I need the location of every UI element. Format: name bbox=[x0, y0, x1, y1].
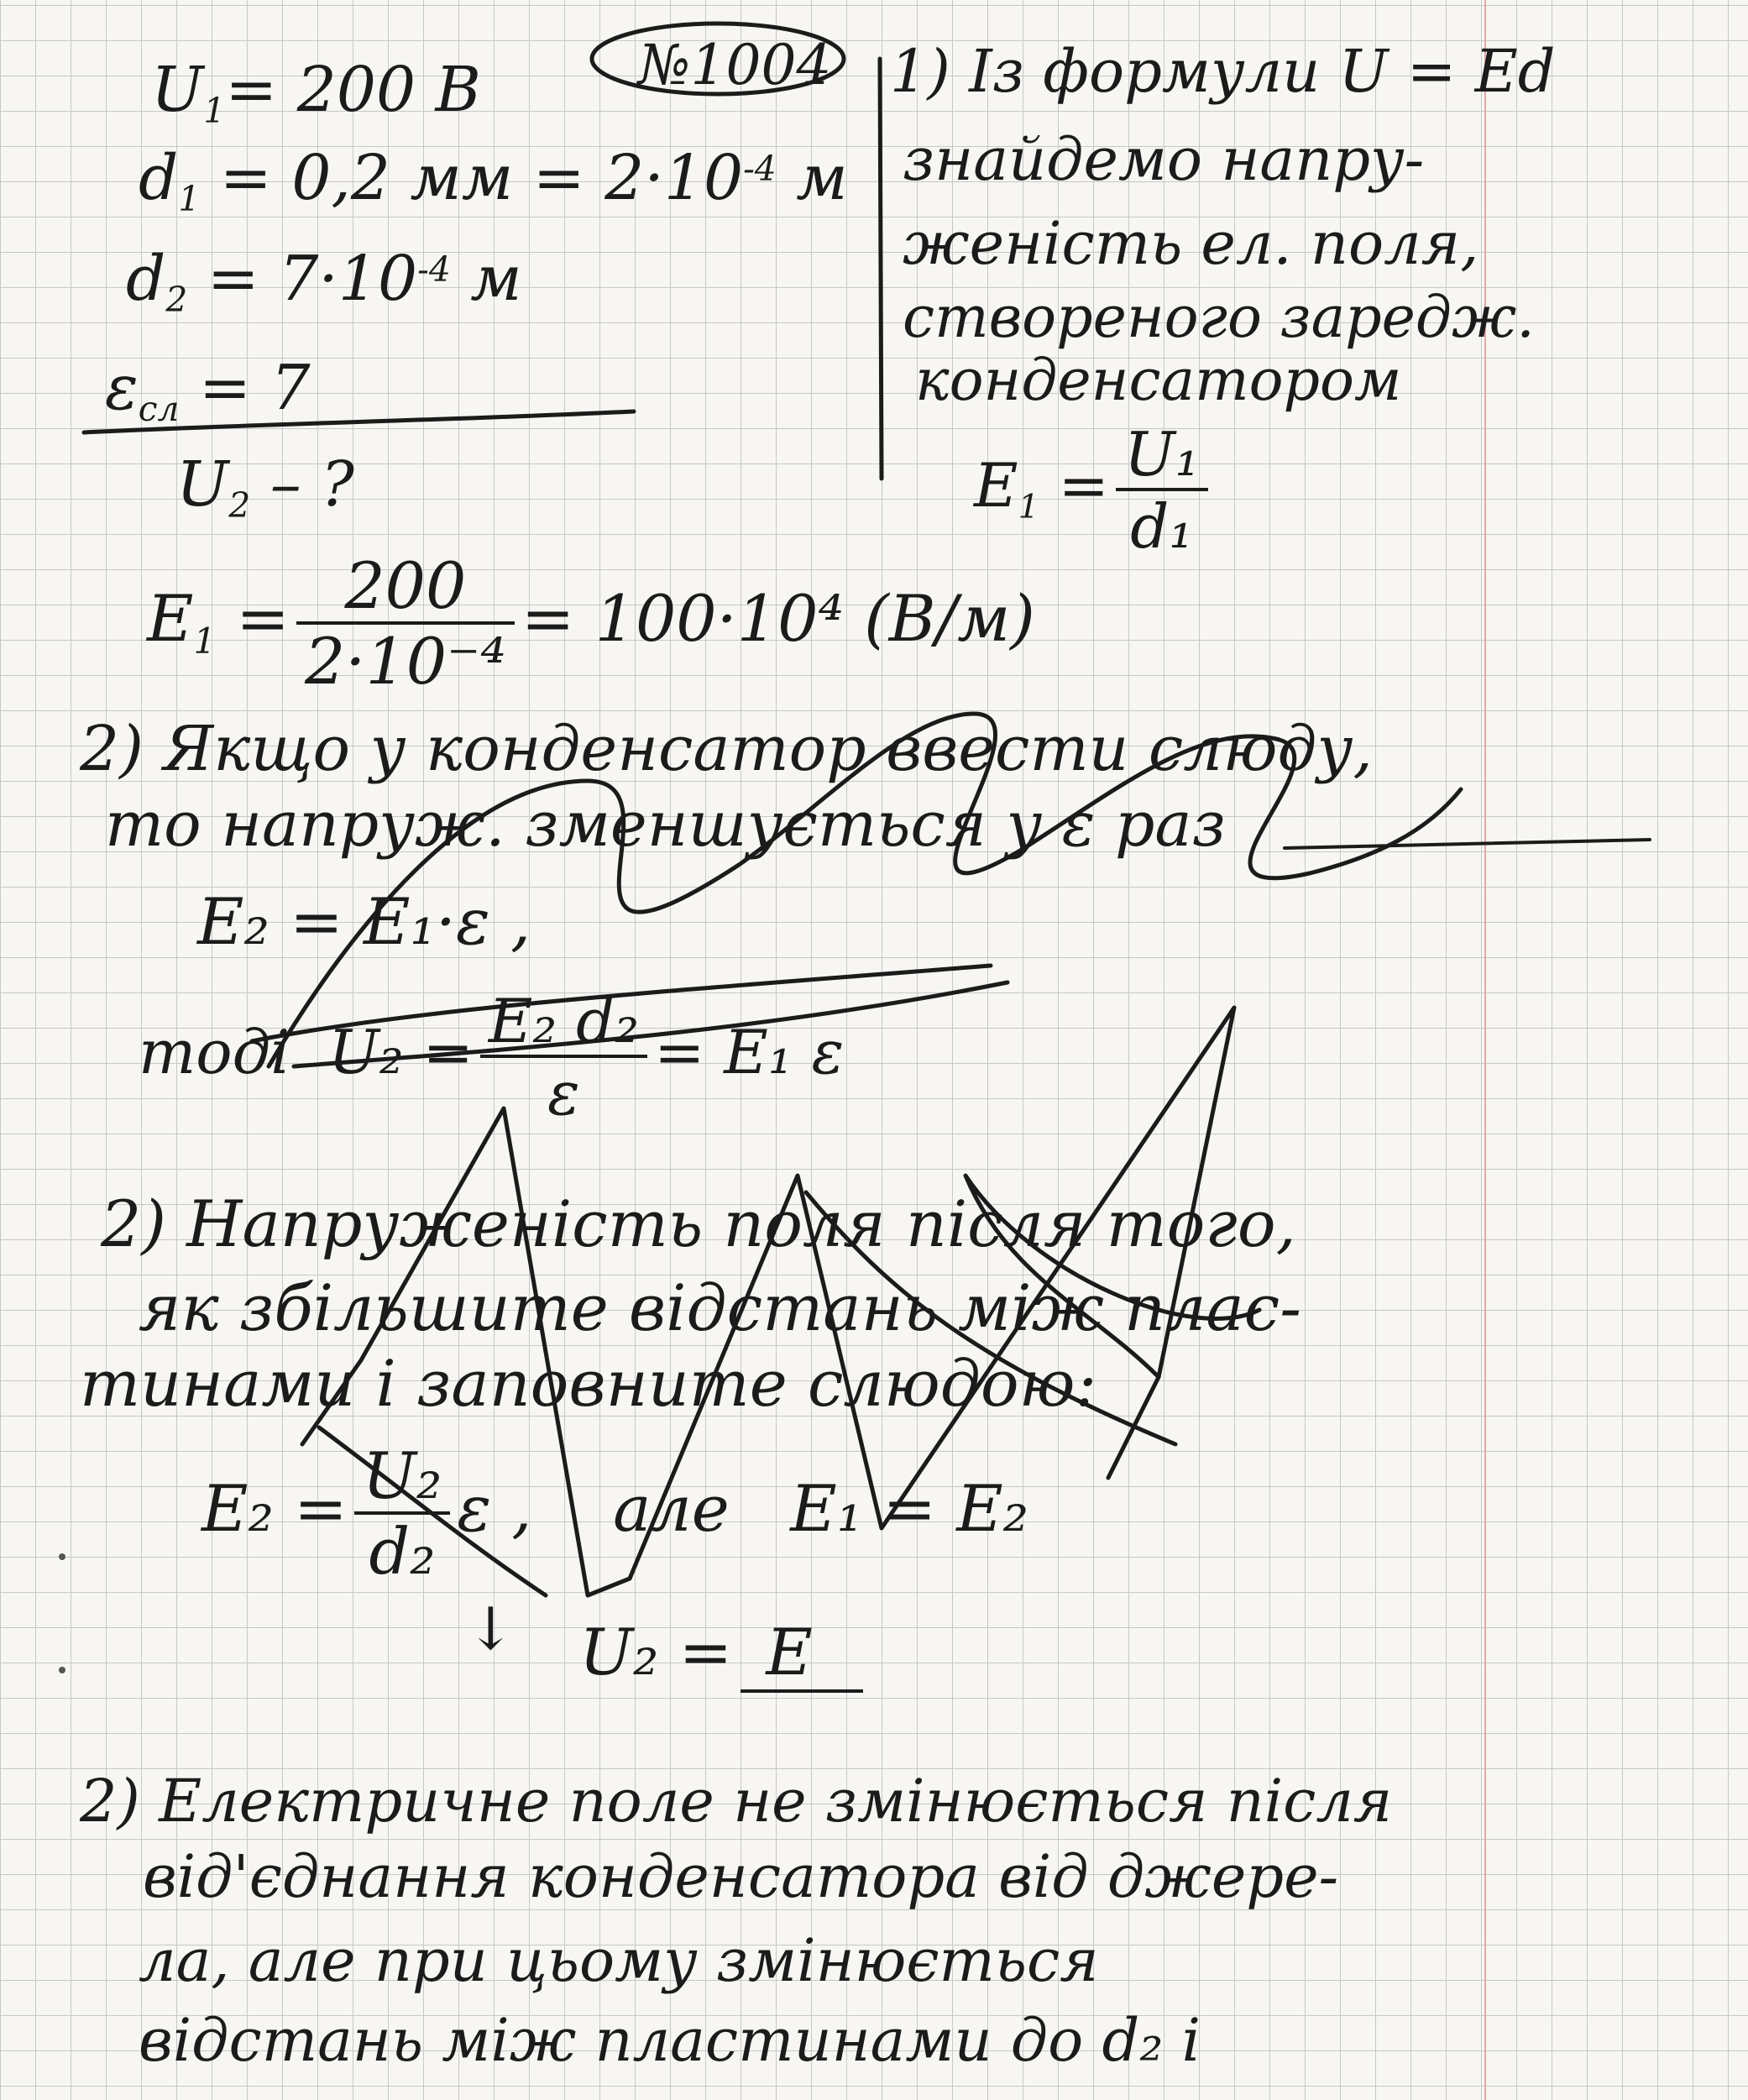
step2a-eq2-fraction bbox=[480, 986, 647, 1129]
step2b-eq-denominator: d₂ bbox=[369, 1514, 436, 1589]
step2b-eq-but: але bbox=[613, 1471, 730, 1546]
given-unknown-symbol: U bbox=[176, 448, 229, 521]
given-d2 bbox=[126, 243, 522, 321]
step2c-line1: 2) Електричне поле не змінюється після bbox=[80, 1767, 1393, 1836]
given-d1-exponent: -4 bbox=[743, 148, 777, 189]
calc1-eq: = bbox=[236, 581, 290, 656]
calc1-fraction bbox=[296, 548, 515, 699]
step1-line4: створеного заредж. bbox=[903, 285, 1535, 351]
step1-line5: конденсатором bbox=[915, 348, 1402, 414]
given-d1-value: = 0,2 мм = 2·10 bbox=[219, 142, 744, 214]
step2a-eq2-prefix: тоді bbox=[139, 1017, 290, 1087]
problem-number-text: №1004 bbox=[638, 33, 832, 97]
step2b-eq-fraction bbox=[354, 1438, 451, 1589]
down-arrow-icon: ↓ bbox=[466, 1595, 516, 1663]
calc1-result: = 100·10⁴ (В/м) bbox=[521, 581, 1035, 656]
given-epsilon-symbol: ε bbox=[105, 352, 139, 424]
step1-fraction-numerator: U₁ bbox=[1116, 424, 1208, 491]
step2b-result-numerator: E bbox=[741, 1621, 862, 1693]
calc1-numerator: 200 bbox=[296, 554, 515, 625]
step2b-line3: тинами і заповните слюдою: bbox=[80, 1346, 1097, 1421]
problem-number bbox=[638, 33, 832, 97]
given-u1 bbox=[151, 54, 481, 132]
calc1-lhs: E bbox=[147, 581, 194, 656]
step1-line1: 1) Із формули U = Ed bbox=[890, 37, 1556, 106]
given-u1-subscript: 1 bbox=[203, 91, 226, 132]
step1-fraction-denominator: d₁ bbox=[1130, 491, 1194, 562]
step2b-line2: як збільшите відстань між плас- bbox=[139, 1270, 1301, 1345]
calc1-equation bbox=[147, 548, 1035, 699]
step2c-line4: відстань між пластинами до d₂ і bbox=[139, 2006, 1201, 2075]
given-unknown bbox=[176, 448, 354, 526]
step1-formula-lhs-sub: 1 bbox=[1018, 487, 1039, 526]
step2b-eq-epsilon: ε , bbox=[457, 1471, 532, 1546]
binding-dot bbox=[59, 1667, 65, 1673]
step2b-line1: 2) Напруженість поля після того, bbox=[101, 1186, 1296, 1261]
step2c-line3: ла, але при цьому змінюється bbox=[139, 1926, 1099, 1995]
given-u1-symbol: U bbox=[151, 54, 204, 126]
given-epsilon-value: = 7 bbox=[198, 352, 311, 424]
step2a-eq2-tail: = E₁ ε bbox=[654, 1017, 845, 1087]
step2a-eq2 bbox=[139, 986, 845, 1129]
step1-formula-lhs: E bbox=[974, 450, 1018, 521]
step2b-result bbox=[579, 1615, 863, 1693]
step2a-eq2-denominator: ε bbox=[547, 1058, 580, 1129]
given-d1-subscript: 1 bbox=[178, 179, 201, 220]
step2a-underline bbox=[1285, 840, 1650, 848]
given-separator-line bbox=[880, 59, 882, 479]
given-epsilon-subscript: сл bbox=[138, 389, 180, 430]
given-d1-symbol: d bbox=[139, 142, 179, 214]
step2a-eq2-numerator: E₂ d₂ bbox=[480, 991, 647, 1058]
calc1-denominator: 2·10⁻⁴ bbox=[304, 624, 506, 699]
step1-line3: женість ел. поля, bbox=[903, 209, 1479, 278]
given-d1-unit: м bbox=[776, 142, 848, 214]
step2b-eq-numerator: U₂ bbox=[354, 1444, 451, 1515]
given-epsilon bbox=[105, 352, 311, 430]
step2a-line1: 2) Якщо у конденсатор ввести слюду, bbox=[80, 713, 1373, 785]
step2b-result-lhs: U₂ = bbox=[579, 1615, 733, 1689]
given-u1-value: = 200 B bbox=[225, 54, 481, 126]
given-unknown-subscript: 2 bbox=[228, 485, 251, 526]
step2b-eq bbox=[201, 1438, 1029, 1589]
given-d2-unit: м bbox=[450, 243, 522, 315]
given-d2-symbol: d bbox=[126, 243, 166, 315]
step1-fraction bbox=[1116, 419, 1208, 562]
given-d2-subscript: 2 bbox=[165, 280, 188, 321]
step2b-eq-lhs: E₂ = bbox=[201, 1471, 348, 1546]
given-unknown-value: – ? bbox=[250, 448, 354, 521]
step2b-eq-relation: E₁ = E₂ bbox=[790, 1471, 1029, 1546]
step2a-line2: то напруж. зменшується у ε раз bbox=[105, 788, 1226, 861]
calc1-lhs-sub: 1 bbox=[193, 620, 217, 662]
step1-formula-eq: = bbox=[1058, 450, 1109, 521]
given-d2-exponent: -4 bbox=[417, 249, 451, 290]
binding-dot bbox=[59, 1553, 65, 1560]
given-d2-value: = 7·10 bbox=[207, 243, 418, 315]
step1-formula bbox=[974, 419, 1215, 562]
step1-line2: знайдемо напру- bbox=[903, 125, 1425, 194]
step2a-eq1: E₂ = E₁·ε , bbox=[197, 884, 531, 959]
given-d1 bbox=[139, 142, 848, 220]
step2c-line2: від'єднання конденсатора від джере- bbox=[143, 1842, 1339, 1911]
step2a-eq2-lhs: U₂ = bbox=[328, 1017, 474, 1087]
